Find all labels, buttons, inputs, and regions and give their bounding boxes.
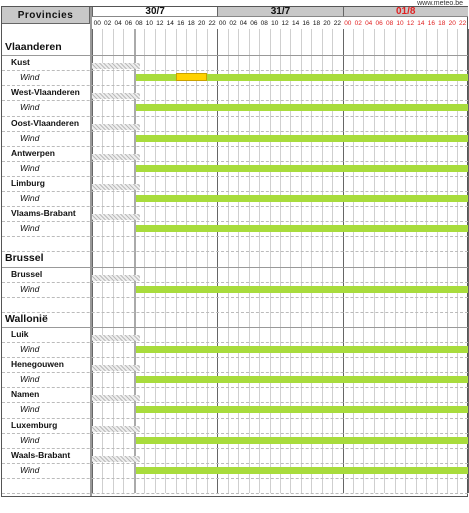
wind-label: Wind xyxy=(20,404,40,415)
hour-label: 00 xyxy=(344,19,352,27)
row-divider xyxy=(2,116,468,117)
grid-vline xyxy=(457,29,458,493)
wind-bar-green xyxy=(136,286,468,293)
timeline-grid xyxy=(92,29,468,493)
past-hatch xyxy=(92,275,140,281)
province-label: Kust xyxy=(11,57,30,68)
hour-label: 06 xyxy=(250,19,258,27)
row-divider xyxy=(2,493,468,494)
province-label: Luxemburg xyxy=(11,419,58,430)
row-divider xyxy=(2,161,468,162)
grid-vline xyxy=(217,29,218,493)
province-label: Namen xyxy=(11,389,40,400)
wind-label: Wind xyxy=(20,193,40,203)
hour-label: 12 xyxy=(281,19,289,27)
past-hatch xyxy=(92,395,140,401)
hour-label: 14 xyxy=(291,19,300,27)
hour-label: 20 xyxy=(448,19,456,27)
wind-label: Wind xyxy=(20,283,40,294)
grid-vline xyxy=(384,29,385,493)
grid-vline xyxy=(176,29,177,493)
row-divider xyxy=(2,402,468,403)
province-label: Antwerpen xyxy=(11,147,55,158)
row-divider xyxy=(2,100,468,101)
hour-label: 00 xyxy=(93,19,101,27)
row-divider xyxy=(2,176,468,177)
row-divider xyxy=(2,191,468,192)
grid-vline xyxy=(437,29,438,493)
credit-text: www.meteo.be xyxy=(417,0,463,7)
warnings-table xyxy=(1,6,468,497)
row-divider xyxy=(2,267,468,268)
grid-vline xyxy=(249,29,250,493)
hour-label: 14 xyxy=(417,19,425,27)
wind-bar-green xyxy=(136,195,468,202)
hour-label: 04 xyxy=(239,19,247,27)
past-hatch xyxy=(92,63,140,69)
row-divider xyxy=(2,131,468,132)
grid-vline xyxy=(374,29,375,493)
hour-label: 22 xyxy=(459,19,467,27)
hour-label: 14 xyxy=(166,19,174,27)
row-divider xyxy=(2,418,468,419)
wind-warning-yellow[interactable] xyxy=(176,73,207,81)
grid-vline xyxy=(144,29,145,493)
row-divider xyxy=(2,433,468,434)
province-label: Luik xyxy=(11,328,29,339)
grid-vline xyxy=(290,29,291,493)
wind-label: Wind xyxy=(20,162,40,173)
row-divider xyxy=(2,342,468,343)
province-label: Brussel xyxy=(11,268,43,279)
past-hatch xyxy=(92,335,140,341)
grid-vline xyxy=(228,29,229,493)
wind-label: Wind xyxy=(20,374,40,385)
wind-label: Wind xyxy=(20,434,40,445)
hour-label: 04 xyxy=(365,19,373,27)
past-hatch xyxy=(92,456,140,462)
hour-label: 16 xyxy=(427,19,435,27)
hour-label: 16 xyxy=(177,19,185,27)
past-hatch xyxy=(92,154,140,160)
region-label: Vlaanderen xyxy=(5,41,62,53)
provinces-header: Provincies xyxy=(2,7,90,24)
grid-vline xyxy=(186,29,187,493)
hour-label: 18 xyxy=(438,19,446,27)
hour-label: 18 xyxy=(187,19,195,27)
grid-vline xyxy=(259,29,260,493)
wind-bar-green xyxy=(136,346,468,353)
hour-label: 12 xyxy=(156,19,164,27)
hour-label: 00 xyxy=(218,19,227,27)
province-label: Limburg xyxy=(11,177,45,188)
row-divider xyxy=(2,85,468,86)
past-hatch xyxy=(92,124,140,130)
hour-label: 02 xyxy=(229,19,237,27)
hour-label: 08 xyxy=(260,19,268,27)
grid-vline xyxy=(332,29,333,493)
hour-label: 18 xyxy=(312,19,321,27)
region-label: Brussel xyxy=(5,252,44,265)
wind-bar-green xyxy=(136,406,468,413)
hour-label: 04 xyxy=(114,19,122,27)
hour-label: 08 xyxy=(385,19,394,27)
hour-label: 10 xyxy=(396,19,404,27)
grid-vline xyxy=(426,29,427,493)
row-divider xyxy=(2,297,468,298)
wind-label: Wind xyxy=(20,223,40,234)
wind-label: Wind xyxy=(20,464,40,475)
wind-label: Wind xyxy=(20,132,40,143)
wind-bar-green xyxy=(136,225,468,232)
grid-vline xyxy=(322,29,323,493)
wind-bar-green xyxy=(136,135,468,142)
past-hatch xyxy=(92,214,140,220)
grid-vline xyxy=(447,29,448,493)
hour-label: 16 xyxy=(302,19,310,27)
hour-label: 10 xyxy=(145,19,154,27)
wind-bar-green xyxy=(136,376,468,383)
hour-label: 20 xyxy=(198,19,206,27)
grid-vline xyxy=(155,29,156,493)
grid-vline xyxy=(416,29,417,493)
hour-label: 06 xyxy=(375,19,383,27)
past-hatch xyxy=(92,184,140,190)
row-divider xyxy=(2,327,468,328)
grid-vline xyxy=(280,29,281,493)
row-divider xyxy=(2,146,468,147)
hour-label: 08 xyxy=(135,19,143,27)
row-divider xyxy=(2,70,468,71)
province-label: Henegouwen xyxy=(11,359,64,370)
row-divider xyxy=(2,206,468,207)
grid-vline xyxy=(165,29,166,493)
grid-vline xyxy=(363,29,364,493)
wind-bar-green xyxy=(136,104,468,111)
grid-vline xyxy=(343,29,344,493)
grid-vline xyxy=(301,29,302,493)
row-divider xyxy=(2,387,468,388)
grid-vline xyxy=(270,29,271,493)
grid-vline xyxy=(395,29,396,493)
province-label: Vlaams-Brabant xyxy=(11,208,76,219)
hour-label: 22 xyxy=(208,19,216,27)
hour-label: 12 xyxy=(406,19,415,27)
row-divider xyxy=(2,55,468,56)
row-divider xyxy=(2,357,468,358)
wind-bar-green xyxy=(136,467,468,474)
day-header: 31/7 xyxy=(217,7,342,17)
wind-label: Wind xyxy=(20,102,40,113)
past-hatch xyxy=(92,365,140,371)
province-label: Waals-Brabant xyxy=(11,449,71,460)
wind-bar-green xyxy=(136,437,468,444)
province-label: Oost-Vlaanderen xyxy=(11,117,80,128)
province-label: West-Vlaanderen xyxy=(11,87,80,98)
hour-label: 02 xyxy=(104,19,112,27)
region-label: Wallonië xyxy=(5,312,48,325)
grid-vline xyxy=(238,29,239,493)
row-divider xyxy=(2,282,468,283)
row-divider xyxy=(2,221,468,222)
grid-vline xyxy=(311,29,312,493)
hour-label: 06 xyxy=(124,19,133,27)
past-hatch xyxy=(92,93,140,99)
hour-label: 22 xyxy=(333,19,341,27)
row-divider xyxy=(2,236,468,237)
grid-vline xyxy=(207,29,208,493)
row-divider xyxy=(2,448,468,449)
grid-vline xyxy=(196,29,197,493)
hour-label: 20 xyxy=(323,19,331,27)
wind-label: Wind xyxy=(20,344,40,354)
past-hatch xyxy=(92,426,140,432)
wind-bar-green xyxy=(136,165,468,172)
day-header: 30/7 xyxy=(92,7,217,17)
hour-label: 02 xyxy=(354,19,362,27)
day-header: 01/8 xyxy=(343,7,468,17)
grid-vline xyxy=(353,29,354,493)
row-divider xyxy=(2,478,468,479)
wind-label: Wind xyxy=(20,72,40,83)
grid-vline xyxy=(405,29,406,493)
hour-label: 10 xyxy=(271,19,279,27)
row-divider xyxy=(2,463,468,464)
row-divider xyxy=(2,372,468,373)
